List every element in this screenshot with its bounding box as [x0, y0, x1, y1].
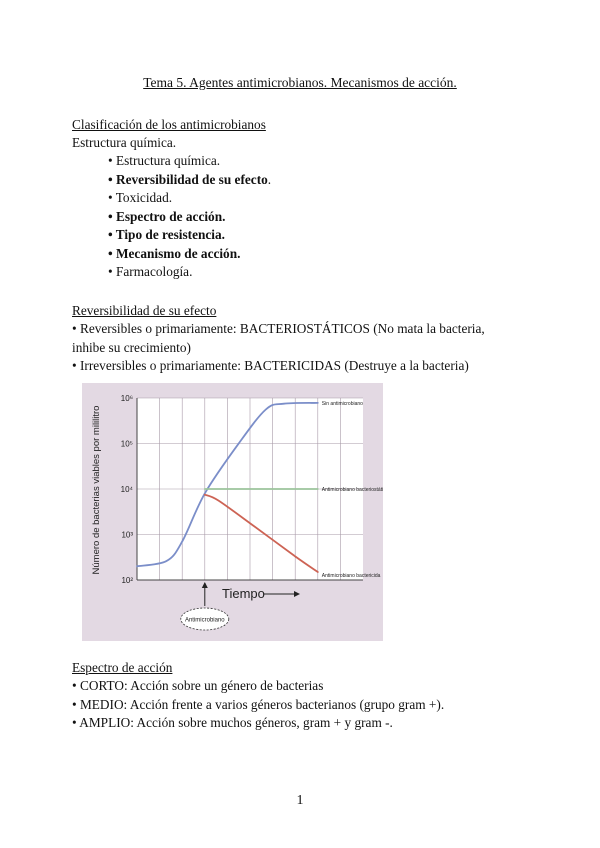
series-label: Antimicrobiano bacteriostático	[321, 487, 383, 493]
x-axis-label: Tiempo	[222, 586, 265, 601]
list-item: • Mecanismo de acción.	[108, 246, 241, 261]
list-item: • CORTO: Acción sobre un género de bacterias	[72, 678, 324, 693]
reversibilidad-line-1: • Reversibles o primariamente: BACTERIOSTÁTICOS (No mata la bacteria,	[72, 321, 485, 336]
list-item	[108, 172, 271, 188]
list-item: • Farmacología.	[108, 264, 193, 279]
series-label: Antimicrobiano bactericida	[321, 572, 381, 579]
list-item: • Espectro de acción.	[108, 209, 226, 224]
clasificacion-intro: Estructura química.	[72, 135, 177, 150]
section-heading-espectro: Espectro de acción	[72, 660, 173, 675]
list-item: • MEDIO: Acción frente a varios géneros bacterianos (grupo gram +).	[72, 697, 445, 712]
list-item: • AMPLIO: Acción sobre muchos géneros, gram + y gram -.	[72, 715, 393, 730]
chart-svg	[82, 383, 383, 641]
section-heading-reversibilidad: Reversibilidad de su efecto	[72, 303, 217, 318]
page-title: Tema 5. Agentes antimicrobianos. Mecanismos de acción.	[143, 75, 457, 90]
y-tick-label: 10⁵	[120, 439, 133, 449]
bacterial-growth-chart	[82, 383, 383, 641]
y-tick-label: 10²	[121, 576, 133, 585]
section-heading-clasificacion: Clasificación de los antimicrobianos	[72, 117, 266, 132]
y-axis-label: Número de bacterias viables por mililitro	[91, 405, 102, 575]
list-item: • Tipo de resistencia.	[108, 227, 225, 242]
reversibilidad-line-2: inhibe su crecimiento)	[72, 340, 191, 355]
list-item-suffix: .	[267, 172, 272, 187]
y-tick-label: 10⁴	[120, 485, 133, 494]
page-number: 1	[296, 793, 304, 808]
annotation-label: Antimicrobiano	[184, 617, 225, 624]
list-item-bold-text: • Reversibilidad de su efecto	[108, 172, 268, 187]
y-tick-label: 10⁶	[120, 394, 133, 403]
y-tick-label: 10³	[121, 530, 133, 540]
reversibilidad-line-3: • Irreversibles o primariamente: BACTERICIDAS (Destruye a la bacteria)	[72, 358, 469, 373]
list-item: • Estructura química.	[108, 153, 221, 168]
list-item: • Toxicidad.	[108, 190, 173, 205]
series-label: Sin antimicrobiano	[321, 400, 363, 407]
